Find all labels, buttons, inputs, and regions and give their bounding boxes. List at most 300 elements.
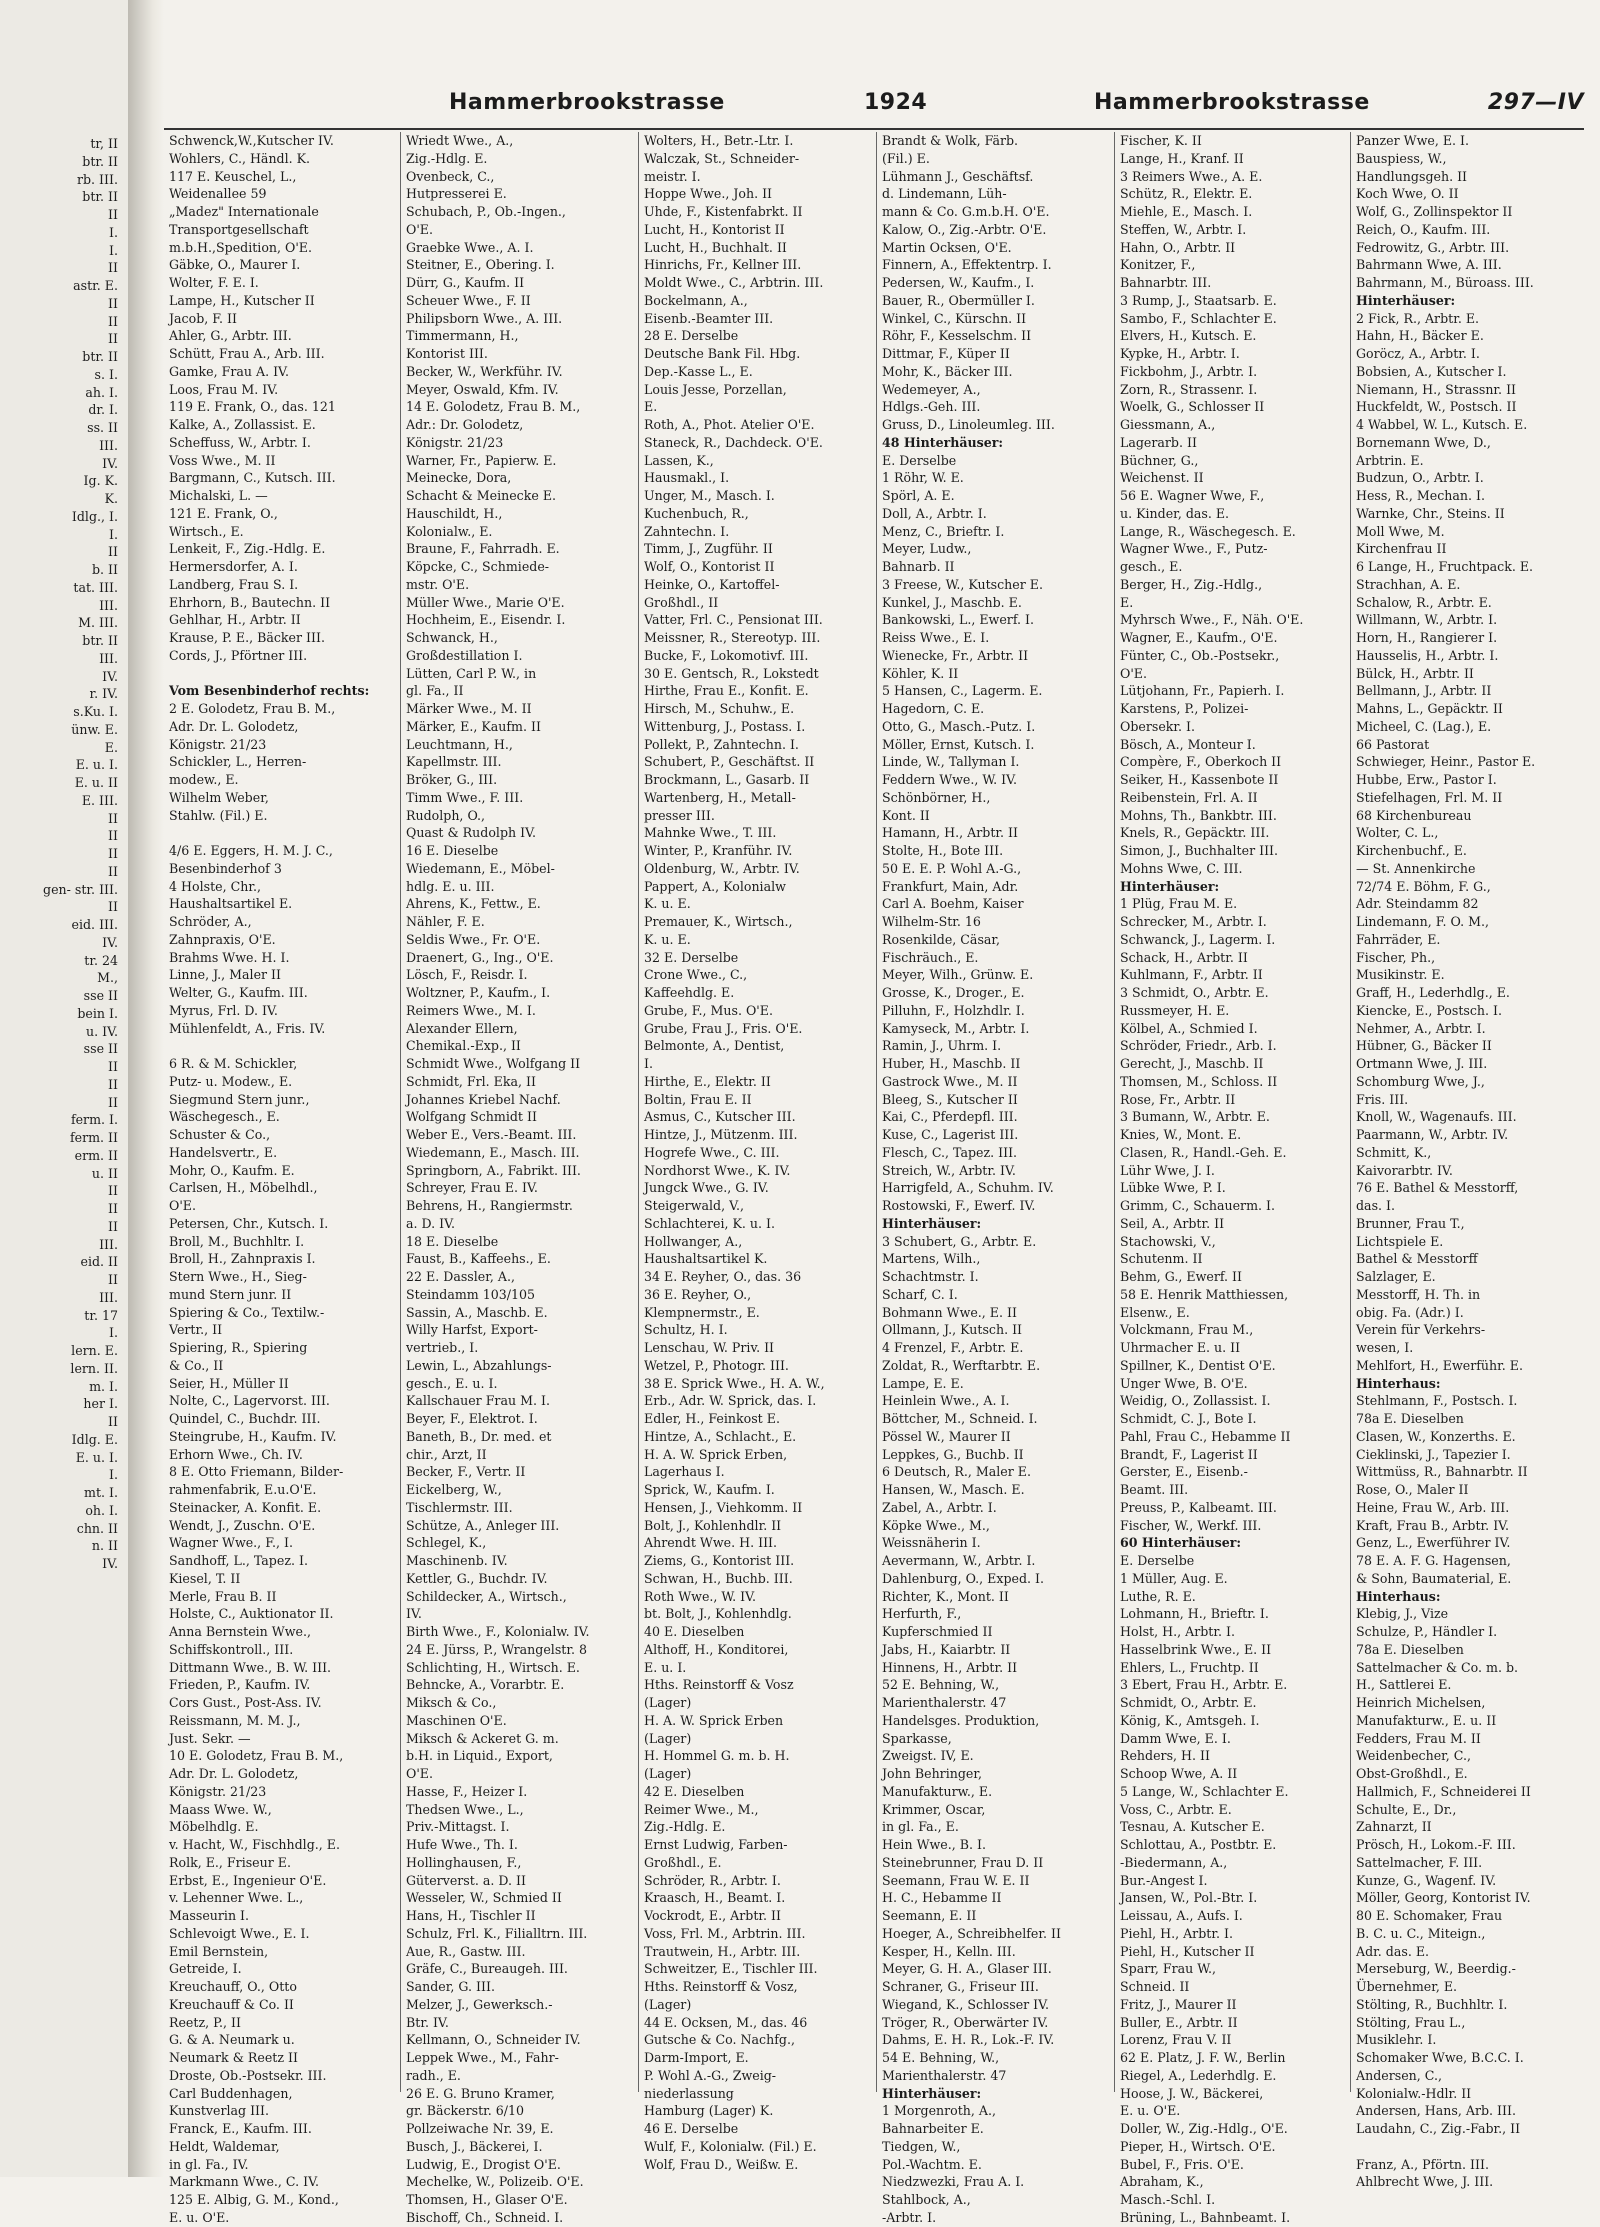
directory-entry-line: Köpke Wwe., M., — [882, 1517, 990, 1533]
directory-entry-line: Marienthalerstr. 47 — [882, 1695, 1007, 1710]
directory-entry-line: Schlachterei, K. u. I. — [644, 1215, 776, 1231]
directory-entry-line: Winkel, C., Kürschn. II — [882, 310, 1027, 326]
directory-entry-line: Schuster & Co., — [169, 1127, 271, 1142]
directory-entry-line: Kont. II — [882, 807, 930, 823]
directory-entry-line: Oldenburg, W., Arbtr. IV. — [644, 860, 800, 876]
prev-page-line: IV. — [102, 668, 118, 684]
directory-entry-line: Ziems, G., Kontorist III. — [644, 1553, 795, 1568]
directory-entry-line: Zig.-Hdlg. E. — [644, 1819, 726, 1835]
directory-entry-line: Reimer Wwe., M., — [644, 1801, 759, 1817]
directory-entry-line: Hermersdorfer, A. I. — [169, 559, 298, 574]
directory-entry-line: Vockrodt, E., Arbtr. II — [644, 1908, 781, 1923]
directory-entry-line: E. Derselbe — [1120, 1553, 1195, 1568]
directory-entry-line: 78 E. A. F. G. Hagensen, — [1356, 1553, 1511, 1568]
directory-entry-line: Grosse, K., Droger., E. — [882, 985, 1025, 1000]
directory-entry-line: -Arbtr. I. — [882, 2209, 937, 2225]
directory-entry-line: Roth, A., Phot. Atelier O'E. — [644, 417, 815, 432]
directory-entry-line: Mehlfort, H., Ewerführ. E. — [1356, 1357, 1523, 1373]
directory-entry-line: Richter, K., Mont. II — [882, 1588, 1009, 1604]
directory-entry-line: 1 Müller, Aug. E. — [1120, 1570, 1228, 1586]
directory-entry-line: Heinke, O., Kartoffel- — [644, 576, 780, 592]
directory-entry-line: Kunstverlag III. — [169, 2103, 269, 2119]
directory-entry-line: Abraham, K., — [1120, 2174, 1204, 2190]
directory-entry-line: Braune, F., Fahrradh. E. — [406, 541, 560, 557]
directory-entry-line: Manufakturw., E. u. II — [1356, 1712, 1497, 1728]
directory-entry-line: Wolter, F. E. I. — [169, 275, 259, 290]
directory-entry-line: 1 Röhr, W. E. — [882, 470, 964, 486]
prev-page-line: ah. I. — [85, 384, 118, 400]
directory-entry-line: Hallmich, F., Schneiderei II — [1356, 1783, 1531, 1799]
prev-page-line: lern. II. — [70, 1360, 118, 1376]
directory-entry-line: Hein Wwe., B. I. — [882, 1837, 987, 1852]
directory-entry-line: Brandt, F., Lagerist II — [1120, 1446, 1258, 1462]
directory-entry-line: B. C. u. C., Miteign., — [1356, 1925, 1486, 1941]
directory-entry-line: Hubbe, Erw., Pastor I. — [1356, 772, 1497, 787]
directory-entry-line — [169, 665, 400, 683]
directory-entry-line: John Behringer, — [882, 1766, 982, 1781]
directory-entry-line: Kalke, A., Zollassist. E. — [169, 417, 316, 432]
directory-entry-line: Wolf, O., Kontorist II — [644, 559, 775, 574]
directory-entry-line: Pilluhn, F., Holzhdlr. I. — [882, 1002, 1025, 1018]
directory-entry-line: Spillner, K., Dentist O'E. — [1120, 1357, 1276, 1373]
directory-entry-line: Schreyer, Frau E. IV. — [406, 1180, 538, 1196]
directory-entry-line: Cors Gust., Post-Ass. IV. — [169, 1695, 322, 1710]
prev-page-line: s.Ku. I. — [73, 704, 118, 719]
directory-entry-line: Goröcz, A., Arbtr. I. — [1356, 346, 1480, 361]
header-year: 1924 — [864, 90, 928, 115]
directory-entry-line: Reimers Wwe., M. I. — [406, 1002, 536, 1018]
directory-column-5 — [1114, 132, 1350, 2225]
directory-entry-line: Märker Wwe., M. II — [406, 701, 532, 716]
prev-page-line: E. u. II — [74, 775, 118, 790]
directory-entry-line: Kolonialw., E. — [406, 523, 493, 539]
directory-entry-line: Bauer, R., Obermüller I. — [882, 292, 1035, 308]
directory-entry-line: Hdlgs.-Geh. III. — [882, 399, 981, 415]
directory-entry-line: Baneth, B., Dr. med. et — [406, 1428, 552, 1444]
directory-entry-line: Kunkel, J., Maschb. E. — [882, 594, 1022, 610]
directory-entry-line: Fünter, C., Ob.-Postsekr., — [1120, 647, 1280, 663]
directory-entry-line: O'E. — [406, 221, 433, 237]
directory-entry-line: Zahnarzt, II — [1356, 1819, 1432, 1835]
directory-entry-line: Louis Jesse, Porzellan, — [644, 381, 787, 397]
directory-entry-line: Kamyseck, M., Arbtr. I. — [882, 1020, 1030, 1036]
directory-entry-line: Weber E., Vers.-Beamt. III. — [406, 1127, 577, 1142]
directory-entry-line: Hochheim, E., Eisendr. I. — [406, 612, 566, 628]
prev-page-line: sse II — [83, 1041, 118, 1057]
directory-entry-line: Sattelmacher & Co. m. b. — [1356, 1659, 1519, 1675]
directory-entry-line: Pollzeiwache Nr. 39, E. — [406, 2121, 554, 2136]
directory-entry-line: Lütten, Carl P. W., in — [406, 665, 537, 681]
directory-entry-line: Schulz, Frl. K., Filialltrn. III. — [406, 1925, 588, 1941]
directory-entry-line: 38 E. Sprick Wwe., H. A. W., — [644, 1375, 825, 1391]
directory-entry-line: Spiering, R., Spiering — [169, 1340, 308, 1355]
directory-entry-line: Vertr., II — [169, 1322, 223, 1338]
directory-entry-line: Birth Wwe., F., Kolonialw. IV. — [406, 1624, 590, 1639]
directory-entry-line: Arbtrin. E. — [1356, 452, 1424, 468]
prev-page-line: II — [108, 1094, 118, 1110]
prev-page-line: mt. I. — [84, 1485, 118, 1500]
directory-entry-line: Bösch, A., Monteur I. — [1120, 736, 1256, 752]
directory-entry-line: Laudahn, C., Zig.-Fabr., II — [1356, 2121, 1521, 2136]
previous-page-fragment — [0, 0, 129, 2177]
directory-entry-line: Hinterhaus: — [1356, 1375, 1441, 1391]
prev-page-line: bein I. — [77, 1005, 118, 1021]
directory-entry-line: Brandt & Wolk, Färb. — [882, 133, 1019, 148]
directory-entry-line: Hirthe, Frau E., Konfit. E. — [644, 683, 809, 699]
directory-entry-line: 78a E. Dieselben — [1356, 1411, 1464, 1426]
directory-entry-line: Übernehmer, E. — [1356, 1979, 1458, 1994]
directory-entry-line: Ramin, J., Uhrm. I. — [882, 1038, 1002, 1054]
directory-entry-line: Jansen, W., Pol.-Btr. I. — [1120, 1890, 1258, 1906]
prev-page-line: tr. 24 — [84, 952, 118, 968]
directory-entry-line: Wirtsch., E. — [169, 523, 244, 539]
directory-entry-line: Wulf, F., Kolonialw. (Fil.) E. — [644, 2138, 817, 2154]
directory-entry-line: Buller, E., Arbtr. II — [1120, 2014, 1238, 2030]
prev-page-line: III. — [99, 1236, 118, 1252]
prev-page-line: u. IV. — [86, 1023, 118, 1039]
prev-page-line: M. III. — [78, 615, 118, 631]
directory-entry-line: Schultz, H. I. — [644, 1322, 728, 1338]
directory-entry-line: Wendt, J., Zuschn. O'E. — [169, 1517, 316, 1533]
directory-entry-line: Steindamm 103/105 — [406, 1286, 536, 1302]
directory-entry-line: 78a E. Dieselben — [1356, 1641, 1464, 1657]
prev-page-line: III. — [99, 1289, 118, 1305]
prev-page-line: Idlg. E. — [71, 1431, 118, 1447]
directory-entry-line: Fischer, Ph., — [1356, 949, 1436, 965]
directory-entry-line: Draenert, G., Ing., O'E. — [406, 949, 554, 965]
directory-entry-line: Pieper, H., Wirtsch. O'E. — [1120, 2138, 1276, 2154]
directory-entry-line: Hollinghausen, F., — [406, 1854, 522, 1870]
directory-entry-line: Wriedt Wwe., A., — [406, 133, 514, 148]
directory-entry-line: Voss, C., Arbtr. E. — [1120, 1801, 1232, 1817]
directory-entry-line: Möller, Georg, Kontorist IV. — [1356, 1890, 1531, 1906]
directory-entry-line: Heldt, Waldemar, — [169, 2138, 280, 2154]
directory-entry-line: Piehl, H., Kutscher II — [1120, 1943, 1255, 1959]
directory-entry-line: Luthe, R. E. — [1120, 1588, 1196, 1604]
directory-entry-line: Ludwig, E., Drogist O'E. — [406, 2156, 561, 2172]
directory-entry-line: Holst, H., Arbtr. I. — [1120, 1624, 1235, 1639]
directory-entry-line: Quindel, C., Buchdr. III. — [169, 1411, 321, 1426]
directory-entry-line: Simon, J., Buchhalter III. — [1120, 843, 1279, 858]
directory-entry-line: Strachhan, A. E. — [1356, 576, 1461, 592]
directory-entry-line: Maschinen O'E. — [406, 1712, 507, 1728]
directory-entry-line: Streich, W., Arbtr. IV. — [882, 1162, 1016, 1178]
directory-entry-line: Lenschau, W. Priv. II — [644, 1340, 775, 1355]
prev-page-line: I. — [109, 1467, 118, 1483]
directory-entry-line: Schmidt, O., Arbtr. E. — [1120, 1695, 1257, 1710]
directory-entry-line: Hoose, J. W., Bäckerei, — [1120, 2085, 1264, 2101]
directory-entry-line: Nolte, C., Lagervorst. III. — [169, 1393, 330, 1409]
prev-page-line: K. — [104, 491, 118, 506]
directory-entry-line: (Lager) — [644, 1766, 692, 1781]
directory-entry-line: Wolf, Frau D., Weißw. E. — [644, 2156, 799, 2172]
directory-entry-line: 58 E. Henrik Matthiessen, — [1120, 1286, 1289, 1302]
prev-page-line: eid. III. — [71, 917, 118, 932]
directory-entry-line: Wiedemann, E., Möbel- — [406, 860, 555, 876]
directory-entry-line: Edler, H., Feinkost E. — [644, 1411, 780, 1426]
directory-entry-line: Lindemann, F. O. M., — [1356, 914, 1489, 929]
prev-page-line: IV. — [102, 455, 118, 471]
directory-entry-line: Moll Wwe, M. — [1356, 523, 1445, 539]
directory-entry-line: Rostowski, F., Ewerf. IV. — [882, 1198, 1036, 1213]
prev-page-line: E. — [104, 739, 118, 755]
prev-page-line: II — [108, 1218, 118, 1234]
directory-entry-line: Vom Besenbinderhof rechts: — [169, 683, 370, 699]
directory-entry-line: Ahler, G., Arbtr. III. — [169, 328, 292, 344]
directory-entry-line: Kallschauer Frau M. I. — [406, 1393, 550, 1409]
directory-entry-line: Spörl, A. E. — [882, 488, 955, 503]
directory-entry-line: Grube, F., Mus. O'E. — [644, 1002, 773, 1018]
directory-entry-line: Kraft, Frau B., Arbtr. IV. — [1356, 1517, 1510, 1533]
directory-entry-line: Petersen, Chr., Kutsch. I. — [169, 1215, 329, 1231]
directory-entry-line: Carl A. Boehm, Kaiser — [882, 896, 1024, 912]
directory-entry-line: Heinlein Wwe., A. I. — [882, 1393, 1010, 1409]
directory-entry-line: bt. Bolt, J., Kohlenhdlg. — [644, 1606, 792, 1622]
directory-entry-line: Droste, Ob.-Postsekr. III. — [169, 2067, 327, 2083]
directory-entry-line: Märker, E., Kaufm. II — [406, 718, 541, 734]
directory-entry-line: Reissmann, M. M. J., — [169, 1712, 301, 1728]
prev-page-line: btr. II — [82, 189, 118, 205]
directory-entry-line: Ahrens, K., Fettw., E. — [406, 896, 541, 912]
header-street-right: Hammerbrookstrasse — [1094, 90, 1370, 115]
directory-entry-line: Möbelhdlg. E. — [169, 1819, 259, 1835]
directory-entry-line: Mahnke Wwe., T. III. — [644, 825, 777, 841]
directory-entry-line: Kunze, G., Wagenf. IV. — [1356, 1872, 1497, 1888]
directory-entry-line: Siegmund Stern junr., — [169, 1091, 310, 1107]
directory-columns — [164, 132, 1584, 2225]
prev-page-line: I. — [109, 1325, 118, 1341]
directory-entry-line: E. Derselbe — [882, 452, 957, 468]
directory-entry-line: Gamke, Frau A. IV. — [169, 363, 289, 379]
prev-page-line: II — [108, 331, 118, 347]
directory-entry-line: 26 E. G. Bruno Kramer, — [406, 2085, 555, 2101]
directory-entry-line: Landberg, Frau S. I. — [169, 576, 299, 592]
directory-entry-line: H., Sattlerei E. — [1356, 1677, 1452, 1693]
directory-entry-line: Fischer, W., Werkf. III. — [1120, 1517, 1262, 1533]
prev-page-line: I. — [109, 526, 118, 542]
directory-entry-line: Sandhoff, L., Tapez. I. — [169, 1553, 308, 1568]
directory-entry-line: mund Stern junr. II — [169, 1286, 292, 1302]
directory-entry-line: Handlungsgeh. II — [1356, 168, 1468, 184]
directory-entry-line: Behm, G., Ewerf. II — [1120, 1269, 1243, 1284]
prev-page-line: b. II — [91, 562, 118, 577]
directory-entry-line: modew., E. — [169, 772, 239, 787]
directory-entry-line: E. u. O'E. — [169, 2209, 230, 2225]
prev-page-line: tat. III. — [73, 579, 118, 595]
directory-entry-line: Wäschegesch., E. — [169, 1109, 280, 1125]
directory-entry-line: Königstr. 21/23 — [169, 736, 267, 752]
directory-entry-line: 6 R. & M. Schickler, — [169, 1056, 298, 1071]
directory-entry-line: Myrus, Frl. D. IV. — [169, 1002, 278, 1018]
directory-entry-line: Behrens, H., Rangiermstr. — [406, 1198, 573, 1213]
directory-entry-line: Lange, H., Kranf. II — [1120, 150, 1244, 166]
directory-entry-line: Stolte, H., Bote III. — [882, 843, 1004, 858]
directory-entry-line: Weidig, O., Zollassist. I. — [1120, 1393, 1271, 1409]
directory-entry-line: 4 Wabbel, W. L., Kutsch. E. — [1356, 417, 1528, 432]
book-gutter-shadow — [128, 0, 164, 2177]
directory-entry-line: Fickbohm, J., Arbtr. I. — [1120, 363, 1258, 379]
directory-entry-line: Schomaker Wwe, B.C.C. I. — [1356, 2050, 1524, 2065]
directory-entry-line: Kupferschmied II — [882, 1624, 993, 1639]
directory-entry-line: K. u. E. — [644, 896, 691, 912]
directory-entry-line: Uhde, F., Kistenfabrkt. II — [644, 204, 803, 219]
directory-entry-line: Compère, F., Oberkoch II — [1120, 754, 1282, 770]
directory-entry-line: Paarmann, W., Arbtr. IV. — [1356, 1127, 1509, 1142]
directory-entry-line: 3 Freese, W., Kutscher E. — [882, 576, 1043, 592]
directory-entry-line: Miehle, E., Masch. I. — [1120, 204, 1253, 219]
prev-page-line: I. — [109, 242, 118, 258]
directory-entry-line: Mechelke, W., Polizeib. O'E. — [406, 2174, 584, 2190]
prev-page-line: II — [108, 313, 118, 329]
directory-entry-line: Stehlmann, F., Postsch. I. — [1356, 1393, 1518, 1409]
directory-entry-line: m.b.H.,Spedition, O'E. — [169, 239, 313, 255]
directory-entry-line: Heine, Frau W., Arb. III. — [1356, 1499, 1510, 1515]
directory-entry-line: Reibenstein, Frl. A. II — [1120, 789, 1258, 805]
directory-entry-line: Aevermann, W., Arbtr. I. — [882, 1553, 1036, 1568]
directory-entry-line: Handelsvertr., E. — [169, 1144, 278, 1160]
directory-entry-line: Nähler, F. E. — [406, 914, 485, 929]
directory-entry-line: Zweigst. IV, E. — [882, 1748, 974, 1764]
prev-page-line: III. — [99, 650, 118, 666]
directory-entry-line: Konitzer, F., — [1120, 257, 1196, 273]
directory-entry-line: Moldt Wwe., C., Arbtrin. III. — [644, 275, 824, 290]
directory-entry-line: Eisenb.-Beamter III. — [644, 310, 774, 326]
directory-entry-line: Hasse, F., Heizer I. — [406, 1783, 528, 1799]
directory-entry-line: 10 E. Golodetz, Frau B. M., — [169, 1748, 344, 1764]
prev-page-line: ss. II — [87, 420, 118, 435]
directory-entry-line: Aue, R., Gastw. III. — [406, 1943, 526, 1959]
directory-entry-line: 125 E. Albig, G. M., Kond., — [169, 2192, 339, 2207]
directory-entry-line: 8 E. Otto Friemann, Bilder- — [169, 1464, 344, 1480]
directory-entry-line: Hahn, O., Arbtr. II — [1120, 239, 1236, 255]
directory-entry-line: vertrieb., I. — [406, 1340, 479, 1355]
directory-entry-line: Bolt, J., Kohlenhdlr. II — [644, 1517, 782, 1533]
directory-entry-line: Zahntechn. I. — [644, 523, 730, 539]
directory-entry-line: 3 Rump, J., Staatsarb. E. — [1120, 292, 1277, 308]
directory-entry-line: gl. Fa., II — [406, 683, 464, 699]
directory-entry-line: H. Hommel G. m. b. H. — [644, 1748, 790, 1764]
directory-entry-line: H. A. W. Sprick Erben — [644, 1712, 784, 1728]
directory-entry-line: Martens, Wilh., — [882, 1251, 981, 1267]
directory-entry-line: Schlottau, A., Postbtr. E. — [1120, 1837, 1277, 1852]
directory-entry-line: Brüning, L., Bahnbeamt. I. — [1120, 2209, 1291, 2225]
directory-entry-line: Transportgesellschaft — [169, 221, 309, 237]
directory-entry-line: Adr.: Dr. Golodetz, — [406, 417, 524, 432]
directory-entry-line: Hutpresserei E. — [406, 186, 507, 202]
directory-entry-line: Emil Bernstein, — [169, 1943, 269, 1959]
prev-page-line: m. I. — [89, 1378, 118, 1394]
header-street-left: Hammerbrookstrasse — [449, 90, 725, 115]
directory-entry-line: Schwanck, J., Lagerm. I. — [1120, 931, 1276, 947]
directory-entry-line: Grube, Frau J., Fris. O'E. — [644, 1020, 803, 1036]
directory-entry-line: Rehders, H. II — [1120, 1748, 1210, 1764]
directory-entry-line: Bankowski, L., Ewerf. I. — [882, 612, 1035, 628]
directory-entry-line: Kreuchauff, O., Otto — [169, 1979, 297, 1994]
directory-entry-line: Niemann, H., Strassnr. II — [1356, 381, 1517, 397]
directory-entry-line: Giessmann, A., — [1120, 417, 1216, 432]
directory-entry-line: Rudolph, O., — [406, 807, 486, 823]
directory-entry-line: Stachowski, V., — [1120, 1233, 1216, 1249]
directory-entry-line: Wohlers, C., Händl. K. — [169, 150, 311, 166]
directory-entry-line: v. Lehenner Wwe. L., — [169, 1890, 304, 1906]
directory-entry-line: Hasselbrink Wwe., E. II — [1120, 1641, 1272, 1657]
directory-entry-line: Unger, M., Masch. I. — [644, 488, 775, 503]
prev-page-line: r. IV. — [89, 686, 118, 702]
directory-entry-line: Musikinstr. E. — [1356, 967, 1445, 983]
prev-page-line: II — [108, 1272, 118, 1287]
directory-entry-line: Bathel & Messtorff — [1356, 1251, 1478, 1267]
directory-entry-line: Graff, H., Lederhdlg., E. — [1356, 985, 1510, 1000]
directory-entry-line: Mohr, K., Bäcker III. — [882, 363, 1013, 379]
directory-entry-line: 50 E. E. P. Wohl A.-G., — [882, 860, 1022, 876]
directory-entry-line: IV. — [406, 1606, 422, 1622]
directory-entry-line: Ovenbeck, C., — [406, 168, 495, 184]
prev-page-line: tr, II — [90, 136, 118, 151]
directory-entry-line: Kellmann, O., Schneider IV. — [406, 2032, 581, 2048]
directory-entry-line: Crone Wwe., C., — [644, 967, 748, 983]
directory-entry-line: Unger Wwe, B. O'E. — [1120, 1375, 1248, 1391]
directory-entry-line: 16 E. Dieselbe — [406, 843, 499, 858]
directory-entry-line: Kölbel, A., Schmied I. — [1120, 1020, 1258, 1036]
directory-entry-line: Nehmer, A., Arbtr. I. — [1356, 1020, 1486, 1036]
directory-entry-line: Tischlermstr. III. — [406, 1499, 513, 1515]
directory-entry-line: & Co., II — [169, 1357, 224, 1373]
directory-entry-line: Wilhelm Weber, — [169, 789, 269, 805]
directory-entry-line: Kuchenbuch, R., — [644, 505, 749, 521]
directory-entry-line: Lampe, H., Kutscher II — [169, 292, 315, 308]
directory-entry-line: Berger, H., Zig.-Hdlg., — [1120, 576, 1263, 592]
directory-entry-line: 56 E. Wagner Wwe, F., — [1120, 488, 1265, 503]
directory-entry-line: E. — [1120, 594, 1134, 610]
directory-entry-line: Warnke, Chr., Steins. II — [1356, 505, 1505, 521]
prev-page-line: chn. II — [76, 1520, 118, 1536]
directory-entry-line: Putz- u. Modew., E. — [169, 1073, 293, 1089]
directory-entry-line: 68 Kirchenbureau — [1356, 807, 1472, 823]
directory-entry-line: Frieden, P., Kaufm. IV. — [169, 1677, 311, 1693]
prev-page-line: eid. II — [80, 1254, 118, 1270]
directory-entry-line: Clasen, R., Handl.-Geh. E. — [1120, 1144, 1287, 1160]
directory-entry-line: 3 Schubert, G., Arbtr. E. — [882, 1233, 1037, 1249]
directory-entry-line: „Madez" Internationale — [169, 204, 319, 219]
directory-entry-line: Kirchenfrau II — [1356, 541, 1447, 557]
directory-entry-line: Elvers, H., Kutsch. E. — [1120, 328, 1257, 344]
directory-entry-line: mann & Co. G.m.b.H. O'E. — [882, 204, 1050, 219]
directory-entry-line: Erb., Adr. W. Sprick, das. I. — [644, 1393, 817, 1409]
directory-entry-line: Linde, W., Tallyman I. — [882, 754, 1020, 770]
directory-entry-line: Lohmann, H., Brieftr. I. — [1120, 1606, 1269, 1622]
directory-entry-line: Besenbinderhof 3 — [169, 860, 282, 876]
directory-entry-line: chir., Arzt, II — [406, 1446, 487, 1462]
directory-entry-line: gesch., E. u. I. — [406, 1375, 498, 1391]
directory-entry-line: Fischräuch., E. — [882, 949, 979, 965]
prev-page-line: astr. E. — [73, 278, 118, 293]
directory-entry-line: Schröder, Friedr., Arb. I. — [1120, 1038, 1277, 1054]
directory-entry-line: Woltzner, P., Kaufm., I. — [406, 985, 551, 1000]
directory-entry-line: Bahnarbeiter E. — [882, 2121, 984, 2136]
directory-entry-line: 3 Ebert, Frau H., Arbtr. E. — [1120, 1677, 1288, 1693]
directory-entry-line: Bahrmann Wwe, A. III. — [1356, 257, 1502, 273]
directory-entry-line: Leppkes, G., Buchb. II — [882, 1446, 1024, 1462]
prev-page-line: II — [108, 207, 118, 222]
directory-entry-line: 34 E. Reyher, O., das. 36 — [644, 1269, 802, 1284]
directory-entry-line: Schwan, H., Buchb. III. — [644, 1570, 793, 1586]
prev-page-line: II — [108, 1201, 118, 1216]
directory-entry-line: Damm Wwe, E. I. — [1120, 1730, 1231, 1746]
directory-column-2 — [400, 132, 638, 2225]
directory-entry-line: Thomsen, H., Glaser O'E. — [406, 2192, 568, 2207]
directory-entry-line: Brunner, Frau T., — [1356, 1215, 1465, 1231]
prev-page-line: gen- str. III. — [43, 881, 118, 897]
